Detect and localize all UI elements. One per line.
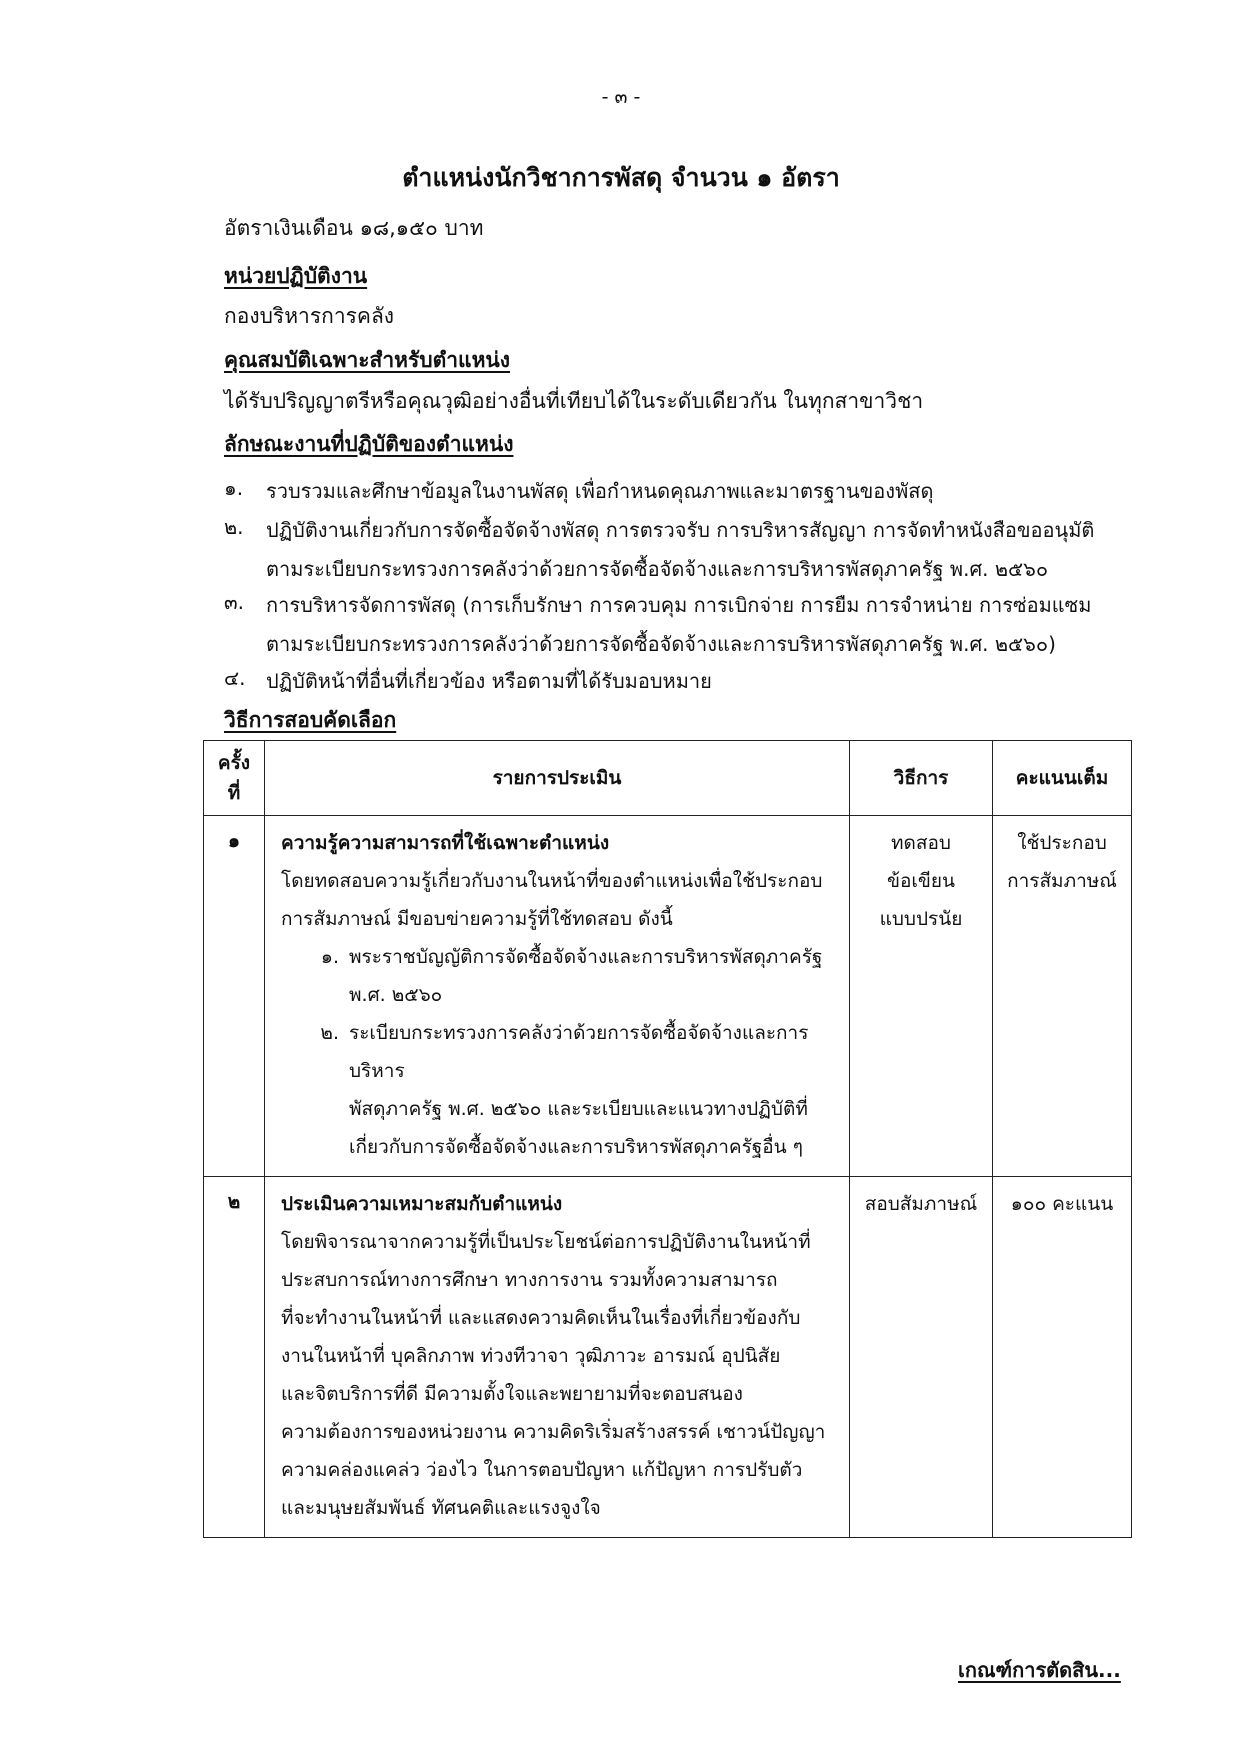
sub-item-line: ระเบียบกระทรวงการคลังว่าด้วยการจัดซื้อจัดจ้างและการบริหาร bbox=[349, 1022, 809, 1082]
sub-item bbox=[281, 1014, 839, 1166]
header-item: รายการประเมิน bbox=[265, 741, 850, 816]
header-round: ครั้ง ที่ bbox=[204, 741, 265, 816]
table-header-row bbox=[204, 741, 1132, 816]
item-desc-line: โดยทดสอบความรู้เกี่ยวกับงานในหน้าที่ของตำแหน่งเพื่อใช้ประกอบ bbox=[281, 870, 823, 892]
selection-heading: วิธีการสอบคัดเลือก bbox=[224, 708, 397, 732]
item-desc-line: ประสบการณ์ทางการศึกษา ทางการงาน รวมทั้งความสามารถ bbox=[281, 1269, 778, 1291]
table-row bbox=[204, 1177, 1132, 1538]
duty-line: ปฏิบัติงานเกี่ยวกับการจัดซื้อจัดจ้างพัสดุ การตรวจรับ การบริหารสัญญา การจัดทำหนังสือขออนุมัติ bbox=[266, 518, 1095, 542]
sub-item bbox=[281, 938, 839, 1014]
sub-item-line: เกี่ยวกับการจัดซื้อจัดจ้างและการบริหารพัสดุภาครัฐอื่น ๆ bbox=[349, 1136, 803, 1158]
row-item bbox=[265, 816, 850, 1177]
row-score: ๑๐๐ คะแนน bbox=[993, 1177, 1132, 1538]
duty-number: ๔. bbox=[224, 666, 246, 690]
page-title: ตำแหน่งนักวิชาการพัสดุ จำนวน ๑ อัตรา bbox=[402, 163, 840, 192]
page-number: - ๓ - bbox=[601, 86, 641, 108]
salary-text: อัตราเงินเดือน ๑๘,๑๕๐ บาท bbox=[224, 216, 484, 240]
duty-line: การบริหารจัดการพัสดุ (การเก็บรักษา การควบคุม การเบิกจ่าย การยืม การจำหน่าย การซ่อมแซม bbox=[266, 593, 1092, 617]
duty-number: ๓. bbox=[224, 590, 245, 614]
item-desc-line: การสัมภาษณ์ มีขอบข่ายความรู้ที่ใช้ทดสอบ ดังนี้ bbox=[281, 908, 673, 930]
item-title: ประเมินความเหมาะสมกับตำแหน่ง bbox=[281, 1193, 563, 1215]
row-method: สอบสัมภาษณ์ bbox=[850, 1177, 993, 1538]
sub-item-line: พัสดุภาครัฐ พ.ศ. ๒๕๖๐ และระเบียบและแนวทางปฏิบัติที่ bbox=[349, 1098, 808, 1120]
row-item bbox=[265, 1177, 850, 1538]
header-score: คะแนนเต็ม bbox=[993, 741, 1132, 816]
row-score: ใช้ประกอบ การสัมภาษณ์ bbox=[993, 816, 1132, 1177]
row-number: ๑ bbox=[204, 816, 265, 1177]
sub-item-line: พ.ศ. ๒๕๖๐ bbox=[349, 984, 443, 1006]
qualification-heading: คุณสมบัติเฉพาะสำหรับตำแหน่ง bbox=[224, 348, 511, 372]
item-desc-line: โดยพิจารณาจากความรู้ที่เป็นประโยชน์ต่อการปฏิบัติงานในหน้าที่ bbox=[281, 1231, 811, 1253]
duty-line: ปฏิบัติหน้าที่อื่นที่เกี่ยวข้อง หรือตามที่ได้รับมอบหมาย bbox=[266, 669, 712, 693]
duty-line: ตามระเบียบกระทรวงการคลังว่าด้วยการจัดซื้อจัดจ้างและการบริหารพัสดุภาครัฐ พ.ศ. ๒๕๖๐ bbox=[266, 557, 1049, 581]
sub-item-line: พระราชบัญญัติการจัดซื้อจัดจ้างและการบริหารพัสดุภาครัฐ bbox=[349, 946, 823, 968]
item-desc-line: งานในหน้าที่ บุคลิกภาพ ท่วงทีวาจา วุฒิภาวะ อารมณ์ อุปนิสัย bbox=[281, 1345, 781, 1367]
item-desc-line: และจิตบริการที่ดี มีความตั้งใจและพยายามที่จะตอบสนอง bbox=[281, 1383, 743, 1405]
header-method: วิธีการ bbox=[850, 741, 993, 816]
unit-value: กองบริหารการคลัง bbox=[224, 304, 395, 328]
sub-item-number: ๒. bbox=[320, 1022, 339, 1044]
row-number: ๒ bbox=[204, 1177, 265, 1538]
duty-line: ตามระเบียบกระทรวงการคลังว่าด้วยการจัดซื้อจัดจ้างและการบริหารพัสดุภาครัฐ พ.ศ. ๒๕๖๐) bbox=[266, 632, 1056, 656]
qualification-value: ได้รับปริญญาตรีหรือคุณวุฒิอย่างอื่นที่เทียบได้ในระดับเดียวกัน ในทุกสาขาวิชา bbox=[224, 389, 924, 413]
sub-item-number: ๑. bbox=[320, 946, 339, 968]
duty-number: ๑. bbox=[224, 476, 244, 500]
next-page-continuation: เกณฑ์การตัดสิน... bbox=[958, 1658, 1121, 1682]
item-title: ความรู้ความสามารถที่ใช้เฉพาะตำแหน่ง bbox=[281, 832, 610, 854]
duty-number: ๒. bbox=[224, 515, 244, 539]
unit-heading: หน่วยปฏิบัติงาน bbox=[224, 264, 368, 288]
item-desc-line: ที่จะทำงานในหน้าที่ และแสดงความคิดเห็นในเรื่องที่เกี่ยวข้องกับ bbox=[281, 1307, 801, 1329]
item-desc-line: และมนุษยสัมพันธ์ ทัศนคติและแรงจูงใจ bbox=[281, 1497, 601, 1519]
row-method: ทดสอบ ข้อเขียน แบบปรนัย bbox=[850, 816, 993, 1177]
duty-line: รวบรวมและศึกษาข้อมูลในงานพัสดุ เพื่อกำหนดคุณภาพและมาตรฐานของพัสดุ bbox=[266, 479, 934, 503]
table-row bbox=[204, 816, 1132, 1177]
evaluation-table bbox=[203, 740, 1132, 1538]
item-desc-line: ความคล่องแคล่ว ว่องไว ในการตอบปัญหา แก้ปัญหา การปรับตัว bbox=[281, 1459, 803, 1481]
item-desc-line: ความต้องการของหน่วยงาน ความคิดริเริ่มสร้างสรรค์ เชาวน์ปัญญา bbox=[281, 1421, 826, 1443]
duties-heading: ลักษณะงานที่ปฏิบัติของตำแหน่ง bbox=[224, 432, 514, 456]
